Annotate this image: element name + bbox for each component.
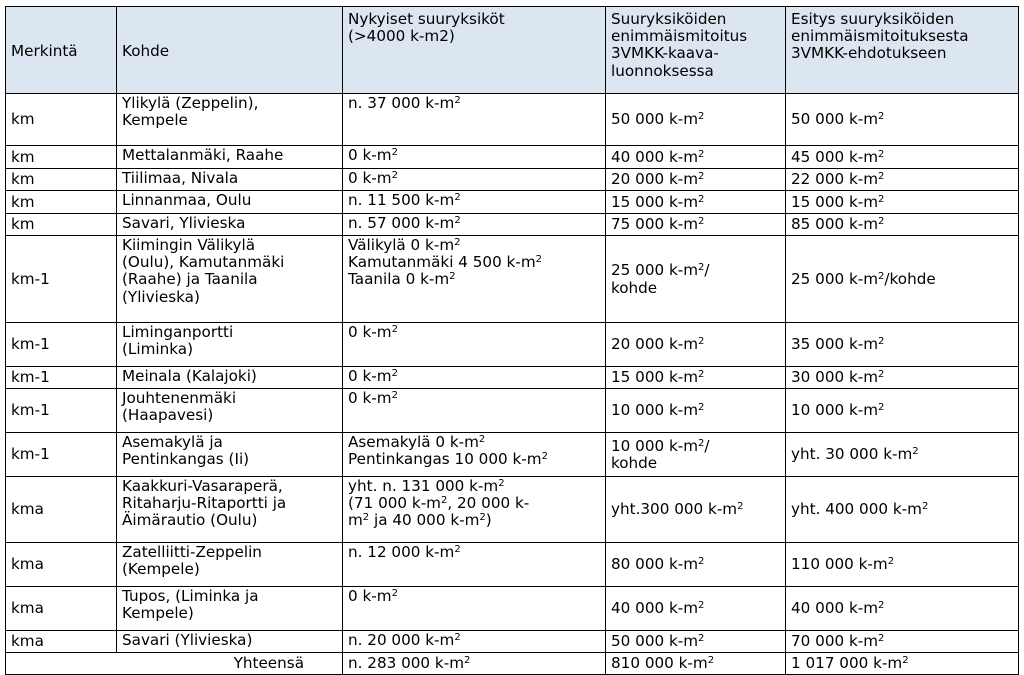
esitys-cell: [786, 367, 1019, 389]
esitys-cell: [786, 191, 1019, 214]
header-text-line: luonnoksessa: [611, 61, 714, 80]
kohde-cell-line: Äimärautio (Oulu): [122, 511, 258, 530]
kohde-cell-line: Mettalanmäki, Raahe: [122, 146, 284, 164]
luonnos-cell-line: 15 000 $k-m^2$: [611, 192, 705, 211]
kohde-cell: [117, 236, 343, 323]
total-luonnos: 810 000 $k-m^2$: [606, 653, 786, 675]
kohde-cell-line: Kaakkuri-Vasaraperä,: [122, 477, 283, 495]
esitys-cell-line: 40 000 $k-m^2$: [791, 599, 885, 618]
table-row: [6, 543, 1019, 587]
table-row: [6, 389, 1019, 433]
nykyiset-cell-line: Taanila 0 $k-m^2$: [348, 270, 456, 289]
kohde-cell: [117, 389, 343, 433]
nykyiset-cell-line: 0 $k-m^2$: [348, 146, 398, 164]
nykyiset-cell: [343, 323, 606, 367]
kohde-cell: [117, 323, 343, 367]
esitys-cell-line: 25 000 $k-m^2$/kohde: [791, 269, 936, 288]
esitys-cell: [786, 169, 1019, 191]
kohde-cell-line: Meinala (Kalajoki): [122, 367, 257, 385]
merkinta-cell: [6, 169, 117, 191]
luonnos-cell: [606, 236, 786, 323]
kohde-cell-line: (Kempele): [122, 560, 200, 579]
nykyiset-cell: [343, 236, 606, 323]
luonnos-cell-line: yht.300 000 $k-m^2$: [611, 500, 744, 519]
nykyiset-cell-line: 0 $k-m^2$: [348, 389, 398, 407]
header-text-line: 3VMKK-kaava-: [611, 44, 719, 63]
esitys-cell: [786, 587, 1019, 631]
nykyiset-cell: [343, 146, 606, 169]
table-row: [6, 146, 1019, 169]
kohde-cell-line: Liminganportti: [122, 323, 234, 341]
esitys-cell: [786, 214, 1019, 236]
table-row: [6, 477, 1019, 543]
merkinta-cell: [6, 94, 117, 146]
kohde-cell-line: Kempele: [122, 111, 188, 130]
luonnos-cell: [606, 169, 786, 191]
kohde-cell-line: (Liminka): [122, 340, 194, 359]
merkinta-cell-line: km: [11, 192, 35, 211]
kohde-cell-line: Savari (Ylivieska): [122, 631, 253, 649]
kohde-cell-line: Kiimingin Välikylä: [122, 236, 256, 254]
luonnos-cell-line: 40 000 $k-m^2$: [611, 599, 705, 618]
luonnos-cell: [606, 367, 786, 389]
nykyiset-cell: [343, 543, 606, 587]
merkinta-cell: [6, 191, 117, 214]
luonnos-cell: [606, 587, 786, 631]
header-luonnos: [606, 7, 786, 94]
luonnos-cell-line: 10 000 $k-m^2$: [611, 401, 705, 420]
nykyiset-cell-line: Kamutanmäki 4 500 $k-m^2$: [348, 253, 543, 272]
merkinta-cell-line: kma: [11, 599, 44, 618]
luonnos-cell-line: 80 000 $k-m^2$: [611, 555, 705, 574]
nykyiset-cell: [343, 367, 606, 389]
luonnos-cell-line: 50 000 $k-m^2$: [611, 110, 705, 129]
header-text-line: enimmäismitoituksesta: [791, 27, 969, 46]
esitys-cell-line: 50 000 $k-m^2$: [791, 110, 885, 129]
nykyiset-cell: [343, 214, 606, 236]
header-text-line: Kohde: [122, 42, 170, 61]
nykyiset-cell-line: n. 12 000 $k-m^2$: [348, 543, 461, 561]
merkinta-cell: [6, 433, 117, 477]
luonnos-cell-line: 15 000 $k-m^2$: [611, 368, 705, 387]
esitys-cell: [786, 543, 1019, 587]
merkinta-cell: [6, 389, 117, 433]
table-row: [6, 323, 1019, 367]
nykyiset-cell-line: Pentinkangas 10 000 $k-m^2$: [348, 450, 548, 469]
kohde-cell-line: Ylikylä (Zeppelin),: [122, 94, 259, 112]
kohde-cell: [117, 94, 343, 146]
kohde-cell-line: (Raahe) ja Taanila: [122, 270, 258, 289]
luonnos-cell-line: 75 000 $k-m^2$: [611, 215, 705, 234]
header-text-line: (>4000 k-m2): [348, 27, 455, 46]
esitys-cell: [786, 433, 1019, 477]
kohde-cell-line: Savari, Ylivieska: [122, 214, 246, 232]
nykyiset-cell-line: yht. n. 131 000 $k-m^2$: [348, 477, 505, 495]
kohde-cell-line: Pentinkangas (Ii): [122, 450, 250, 469]
esitys-cell-line: 45 000 $k-m^2$: [791, 147, 885, 166]
esitys-cell-line: 30 000 $k-m^2$: [791, 368, 885, 387]
merkinta-cell: [6, 631, 117, 653]
kohde-cell-line: Tupos, (Liminka ja: [122, 587, 259, 605]
table-row: [6, 367, 1019, 389]
esitys-cell-line: 85 000 $k-m^2$: [791, 215, 885, 234]
merkinta-cell-line: kma: [11, 500, 44, 519]
nykyiset-cell-line: n. 20 000 $k-m^2$: [348, 631, 461, 649]
esitys-cell-line: 70 000 $k-m^2$: [791, 632, 885, 651]
kohde-cell: [117, 587, 343, 631]
luonnos-cell: [606, 94, 786, 146]
nykyiset-cell: [343, 191, 606, 214]
esitys-cell-line: 22 000 $k-m^2$: [791, 170, 885, 189]
merkinta-cell-line: km-1: [11, 401, 50, 420]
nykyiset-cell: [343, 477, 606, 543]
luonnos-cell: [606, 323, 786, 367]
luonnos-cell: [606, 214, 786, 236]
nykyiset-cell-line: n. 57 000 $k-m^2$: [348, 214, 461, 232]
kohde-cell-line: Tiilimaa, Nivala: [122, 169, 239, 187]
table-row: [6, 236, 1019, 323]
nykyiset-cell-line: (71 000 $k-m^2$, 20 000 k-: [348, 494, 530, 513]
kohde-cell-line: Asemakylä ja: [122, 433, 223, 451]
kohde-cell-line: Ritaharju-Ritaportti ja: [122, 494, 287, 513]
header-row: [6, 7, 1019, 94]
esitys-cell: [786, 146, 1019, 169]
nykyiset-cell-line: 0 $k-m^2$: [348, 587, 398, 605]
esitys-cell-line: 110 000 $k-m^2$: [791, 555, 895, 574]
header-text-line: 3VMKK-ehdotukseen: [791, 44, 947, 63]
merkinta-cell-line: km-1: [11, 445, 50, 464]
header-merkinta: [6, 7, 117, 94]
merkinta-cell: [6, 477, 117, 543]
merkinta-cell: [6, 543, 117, 587]
header-text-line: Esitys suuryksiköiden: [791, 10, 955, 28]
header-text-line: enimmäismitoitus: [611, 27, 748, 46]
merkinta-cell-line: km-1: [11, 368, 50, 387]
luonnos-cell-line: 25 000 $k-m^2/$: [611, 261, 710, 280]
header-kohde: [117, 7, 343, 94]
esitys-cell: [786, 94, 1019, 146]
header-text-line: Nykyiset suuryksiköt: [348, 10, 505, 28]
merkinta-cell-line: kma: [11, 555, 44, 574]
kohde-cell-line: (Oulu), Kamutanmäki: [122, 253, 285, 272]
esitys-cell-line: yht. 30 000 $k-m^2$: [791, 445, 919, 464]
luonnos-cell: [606, 389, 786, 433]
header-esitys: [786, 7, 1019, 94]
header-text-line: Merkintä: [11, 42, 78, 61]
merkinta-cell-line: km: [11, 215, 35, 234]
table-row: [6, 433, 1019, 477]
nykyiset-cell: [343, 94, 606, 146]
table-row: [6, 94, 1019, 146]
esitys-cell-line: 35 000 $k-m^2$: [791, 335, 885, 354]
nykyiset-cell-line: 0 $k-m^2$: [348, 323, 398, 341]
kohde-cell-line: Linnanmaa, Oulu: [122, 191, 252, 209]
nykyiset-cell: [343, 631, 606, 653]
kohde-cell: [117, 543, 343, 587]
kohde-cell: [117, 146, 343, 169]
nykyiset-cell-line: n. 11 500 $k-m^2$: [348, 191, 461, 209]
esitys-cell-line: yht. 400 000 $k-m^2$: [791, 500, 929, 519]
kohde-cell-line: Kempele): [122, 604, 194, 623]
esitys-cell: [786, 323, 1019, 367]
kohde-cell: [117, 214, 343, 236]
table-row: [6, 169, 1019, 191]
kohde-cell: [117, 169, 343, 191]
luonnos-cell-line: 20 000 $k-m^2$: [611, 170, 705, 189]
total-esitys: 1 017 000 $k-m^2$: [786, 653, 1019, 675]
luonnos-cell: [606, 543, 786, 587]
esitys-cell: [786, 477, 1019, 543]
merkinta-cell: [6, 214, 117, 236]
kohde-cell: [117, 433, 343, 477]
nykyiset-cell-line: Asemakylä 0 $k-m^2$: [348, 433, 486, 451]
nykyiset-cell: [343, 587, 606, 631]
merkinta-cell-line: kma: [11, 632, 44, 651]
esitys-cell-line: 15 000 $k-m^2$: [791, 192, 885, 211]
merkinta-cell: [6, 236, 117, 323]
luonnos-cell: [606, 433, 786, 477]
esitys-cell: [786, 236, 1019, 323]
header-text-line: Suuryksiköiden: [611, 10, 727, 28]
merkinta-cell-line: km: [11, 170, 35, 189]
nykyiset-cell-line: 0 $k-m^2$: [348, 367, 398, 385]
kohde-cell-line: Jouhtenenmäki: [122, 389, 237, 407]
nykyiset-cell: [343, 389, 606, 433]
merkinta-cell-line: km: [11, 147, 35, 166]
nykyiset-cell-line: Välikylä 0 $k-m^2$: [348, 236, 461, 254]
table-row: [6, 191, 1019, 214]
nykyiset-cell-line: 0 $k-m^2$: [348, 169, 398, 187]
merkinta-cell: [6, 323, 117, 367]
merkinta-cell: [6, 367, 117, 389]
kohde-cell: [117, 367, 343, 389]
nykyiset-cell: [343, 433, 606, 477]
merkinta-cell-line: km-1: [11, 335, 50, 354]
merkinta-cell: [6, 146, 117, 169]
luonnos-cell: [606, 191, 786, 214]
luonnos-cell-line: kohde: [611, 278, 658, 297]
luonnos-cell-line: 20 000 $k-m^2$: [611, 335, 705, 354]
nykyiset-cell-line: n. 37 000 $k-m^2$: [348, 94, 461, 112]
luonnos-cell-line: 10 000 $k-m^2/$: [611, 436, 710, 455]
total-row: [6, 653, 1019, 675]
luonnos-cell-line: 40 000 $k-m^2$: [611, 147, 705, 166]
nykyiset-cell: [343, 169, 606, 191]
kohde-cell: [117, 191, 343, 214]
luonnos-cell: [606, 631, 786, 653]
luonnos-cell: [606, 477, 786, 543]
esitys-cell: [786, 631, 1019, 653]
table-row: [6, 587, 1019, 631]
total-label: Yhteensä: [6, 653, 343, 675]
kohde-cell: [117, 477, 343, 543]
kohde-cell-line: (Haapavesi): [122, 406, 214, 425]
merkinta-cell-line: km-1: [11, 269, 50, 288]
nykyiset-cell-line: $m^2$ ja 40 000 $k-m^2$): [348, 511, 492, 530]
luonnos-cell-line: kohde: [611, 454, 658, 472]
table-row: [6, 214, 1019, 236]
luonnos-cell: [606, 146, 786, 169]
kohde-cell: [117, 631, 343, 653]
capacity-table: [5, 6, 1019, 675]
merkinta-cell: [6, 587, 117, 631]
header-nykyiset: [343, 7, 606, 94]
total-nykyiset: n. 283 000 $k-m^2$: [343, 653, 606, 675]
kohde-cell-line: (Ylivieska): [122, 287, 200, 306]
kohde-cell-line: Zatelliitti-Zeppelin: [122, 543, 262, 561]
luonnos-cell-line: 50 000 $k-m^2$: [611, 632, 705, 651]
esitys-cell: [786, 389, 1019, 433]
table-row: [6, 631, 1019, 653]
merkinta-cell-line: km: [11, 110, 35, 129]
esitys-cell-line: 10 000 $k-m^2$: [791, 401, 885, 420]
